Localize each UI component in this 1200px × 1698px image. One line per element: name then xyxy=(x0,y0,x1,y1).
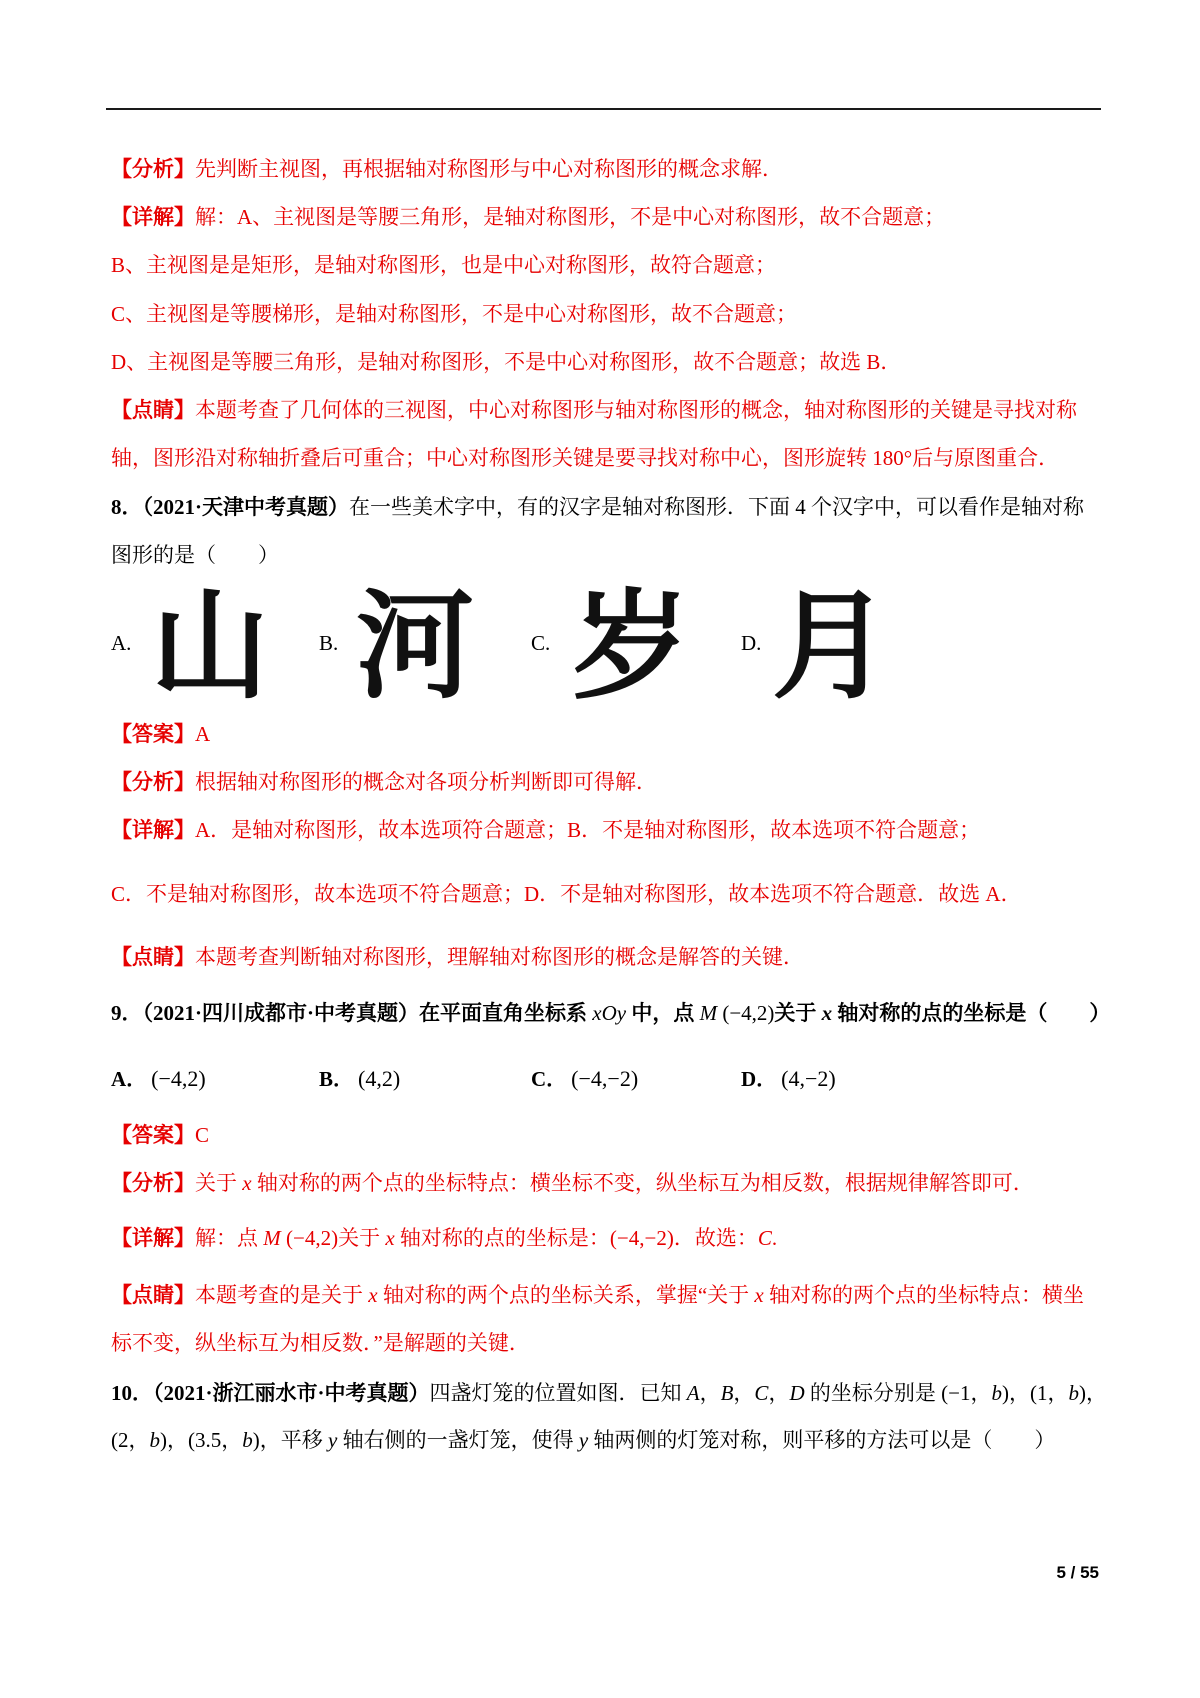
q7-analysis-line xyxy=(111,157,783,181)
math-variable: b xyxy=(1068,1381,1079,1405)
math-variable: b xyxy=(149,1428,160,1452)
text-run: 图形的是（ ） xyxy=(111,543,279,567)
text-run: 【点睛】 xyxy=(111,1283,195,1307)
math-variable: y xyxy=(328,1428,338,1452)
q9-insight-line xyxy=(111,1283,1084,1307)
text-run: ， xyxy=(768,1381,790,1405)
q9-option xyxy=(741,1066,836,1092)
q10-stem-line xyxy=(111,1381,1107,1405)
text-run: A xyxy=(195,722,211,746)
q9-answer-line xyxy=(111,1123,209,1147)
math-variable: b xyxy=(991,1381,1002,1405)
q7-detail-line xyxy=(111,253,776,277)
text-run: (−4,2) xyxy=(717,1001,775,1025)
q9-insight-line xyxy=(111,1331,530,1355)
q7-detail-line xyxy=(111,205,945,229)
text-run: D、主视图是等腰三角形，是轴对称图形，不是中心对称图形，故不合题意；故选 B． xyxy=(111,350,902,374)
text-run: )，(3.5， xyxy=(160,1428,243,1452)
q8-detail-line xyxy=(111,882,1022,906)
text-run: 轴，图形沿对称轴折叠后可重合；中心对称图形关键是要寻找对称中心，图形旋转 180°后与原图重合． xyxy=(111,446,1060,470)
math-variable: A xyxy=(686,1381,700,1405)
text-run: )，(1， xyxy=(1001,1381,1069,1405)
math-variable: x xyxy=(385,1226,395,1250)
text-run: 解：点 xyxy=(195,1226,264,1250)
text-run: 8．（2021·天津中考真题） xyxy=(111,495,350,519)
text-run: B、主视图是是矩形，是轴对称图形，也是中心对称图形，故符合题意； xyxy=(111,253,777,277)
text-run: 轴对称的点的坐标是：(−4,−2)．故选： xyxy=(394,1226,758,1250)
text-run: 【详解】 xyxy=(111,1226,195,1250)
text-run: 轴对称的两个点的坐标关系，掌握“关于 xyxy=(377,1283,755,1307)
q8-option-label: C. xyxy=(531,631,551,655)
q8-insight-line xyxy=(111,945,804,969)
q8-option-label: B. xyxy=(319,631,339,655)
math-variable: x xyxy=(242,1171,252,1195)
q8-option-label: D. xyxy=(741,631,762,655)
math-variable: b xyxy=(242,1428,253,1452)
math-variable: xOy xyxy=(592,1001,627,1025)
q9-option xyxy=(111,1066,206,1092)
q8-stem-line xyxy=(111,495,1084,519)
q9-option-value: (4,−2) xyxy=(781,1066,836,1091)
q8-option-glyph: 岁 xyxy=(572,577,691,715)
text-run: 解：A、主视图是等腰三角形，是轴对称图形，不是中心对称图形，故不合题意； xyxy=(195,205,946,229)
text-run: ， xyxy=(699,1381,721,1405)
q9-analysis-line xyxy=(111,1171,1034,1195)
text-run: 【分析】 xyxy=(111,1171,195,1195)
q7-detail-line xyxy=(111,350,901,374)
text-run: 的坐标分别是 (−1， xyxy=(804,1381,992,1405)
text-run: . xyxy=(771,1226,778,1250)
text-run: 10．（2021·浙江丽水市·中考真题） xyxy=(111,1381,430,1405)
text-run: 关于 xyxy=(338,1226,386,1250)
q7-detail-line xyxy=(111,302,797,326)
text-run: 【分析】 xyxy=(111,770,195,794)
text-run: 【点睛】 xyxy=(111,398,195,422)
q9-option xyxy=(531,1066,638,1092)
q7-insight-line xyxy=(111,398,1077,422)
text-run: (−4,2) xyxy=(280,1226,339,1250)
text-run: C、主视图是等腰梯形，是轴对称图形，不是中心对称图形，故不合题意； xyxy=(111,302,798,326)
text-run: 9．（2021·四川成都市·中考真题）在平面直角坐标系 xyxy=(111,1001,593,1025)
text-run: 本题考查判断轴对称图形，理解轴对称图形的概念是解答的关键． xyxy=(195,945,804,969)
text-run: 【详解】 xyxy=(111,818,195,842)
math-variable: M xyxy=(263,1226,281,1250)
q9-stem-line xyxy=(111,1001,1110,1025)
text-run: 【答案】 xyxy=(111,1123,195,1147)
q10-stem-line xyxy=(111,1428,1055,1452)
text-run: )，平移 xyxy=(252,1428,328,1452)
math-variable: x xyxy=(754,1283,764,1307)
text-run: C．不是轴对称图形，故本选项不符合题意；D．不是轴对称图形，故本选项不符合题意．故选 A． xyxy=(111,882,1022,906)
text-run: 在一些美术字中，有的汉字是轴对称图形．下面 4 个汉字中，可以看作是轴对称 xyxy=(349,495,1085,519)
math-variable: C xyxy=(754,1381,769,1405)
text-run: 先判断主视图，再根据轴对称图形与中心对称图形的概念求解． xyxy=(195,157,783,181)
text-run: (2， xyxy=(111,1428,150,1452)
text-run: 轴两侧的灯笼对称，则平移的方法可以是（ ） xyxy=(588,1428,1056,1452)
q8-option-label: A. xyxy=(111,631,132,655)
q9-option-value: (−4,2) xyxy=(151,1066,206,1091)
text-run: 本题考查了几何体的三视图，中心对称图形与轴对称图形的概念，轴对称图形的关键是寻找对称 xyxy=(195,398,1077,422)
q9-option-value: (−4,−2) xyxy=(571,1066,639,1091)
text-run: 关于 xyxy=(195,1171,243,1195)
text-run: C xyxy=(195,1123,210,1147)
q9-option xyxy=(319,1066,400,1092)
math-variable: x xyxy=(821,1001,833,1025)
q9-option-label: D． xyxy=(741,1067,778,1091)
q9-option-label: A． xyxy=(111,1067,148,1091)
q9-detail-line xyxy=(111,1226,777,1250)
q8-option-glyph: 河 xyxy=(356,577,475,715)
text-run: 轴对称的点的坐标是（ ） xyxy=(832,1001,1111,1025)
text-run: 中，点 xyxy=(626,1001,700,1025)
q7-insight-line xyxy=(111,446,1059,470)
text-run: 本题考查的是关于 xyxy=(195,1283,369,1307)
text-run: 【答案】 xyxy=(111,722,195,746)
text-run: 轴右侧的一盏灯笼，使得 xyxy=(337,1428,579,1452)
q8-detail-line xyxy=(111,818,980,842)
text-run: 【详解】 xyxy=(111,205,195,229)
math-variable: M xyxy=(699,1001,718,1025)
q8-analysis-line xyxy=(111,770,657,794)
text-run: 【分析】 xyxy=(111,157,195,181)
text-run: 根据轴对称图形的概念对各项分析判断即可得解． xyxy=(195,770,657,794)
q8-option-glyph: 月 xyxy=(772,577,891,715)
q9-option-label: C． xyxy=(531,1067,568,1091)
header-rule xyxy=(106,108,1101,110)
text-run: )， xyxy=(1078,1381,1107,1405)
q9-option-label: B． xyxy=(319,1067,355,1091)
text-run: ， xyxy=(733,1381,755,1405)
q8-option-glyph: 山 xyxy=(151,577,270,715)
q8-answer-line xyxy=(111,722,210,746)
math-variable: y xyxy=(578,1428,589,1452)
q8-stem-line xyxy=(111,543,279,567)
text-run: 关于 xyxy=(774,1001,822,1025)
math-variable: x xyxy=(368,1283,378,1307)
q9-option-value: (4,2) xyxy=(358,1066,401,1091)
text-run: 【点睛】 xyxy=(111,945,195,969)
math-variable: D xyxy=(789,1381,805,1405)
text-run: 标不变，纵坐标互为相反数．”是解题的关键． xyxy=(111,1331,530,1355)
text-run: 轴对称的两个点的坐标特点：横坐 xyxy=(763,1283,1084,1307)
text-run: 四盏灯笼的位置如图．已知 xyxy=(429,1381,687,1405)
page-number: 5 / 55 xyxy=(1056,1563,1099,1582)
math-variable: B xyxy=(720,1381,734,1405)
math-variable: C xyxy=(757,1226,772,1250)
text-run: 轴对称的两个点的坐标特点：横坐标不变，纵坐标互为相反数，根据规律解答即可． xyxy=(251,1171,1034,1195)
text-run: A．是轴对称图形，故本选项符合题意；B．不是轴对称图形，故本选项不符合题意； xyxy=(195,818,981,842)
